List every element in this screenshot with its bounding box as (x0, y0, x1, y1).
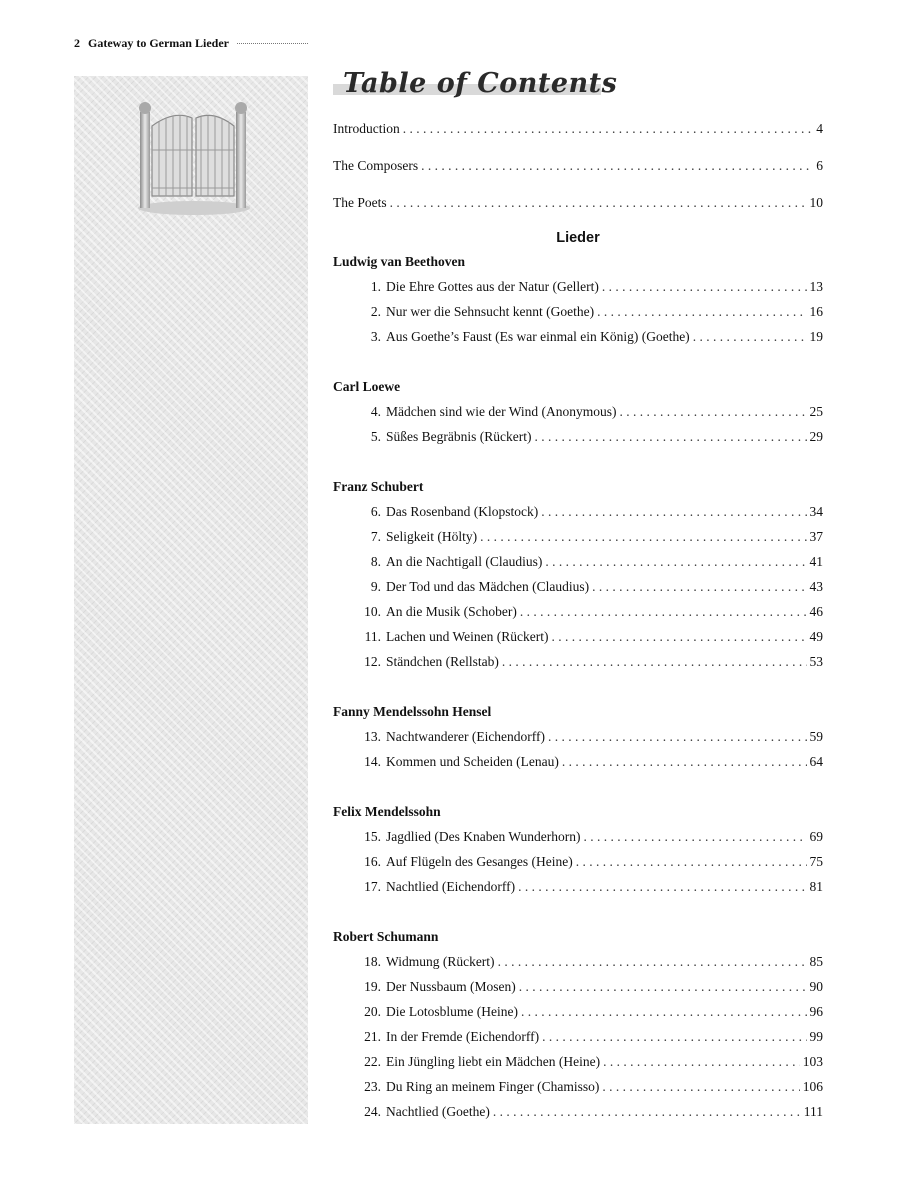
garden-gate-illustration (136, 98, 252, 216)
page-number: 99 (809, 1029, 823, 1044)
entry-title-text: Introduction (333, 121, 400, 136)
entry-title-text: Ständchen (Rellstab) (386, 654, 499, 669)
entry-title (357, 549, 542, 574)
entry-title (333, 190, 387, 215)
entry-title-text: Nur wer die Sehnsucht kennt (Goethe) (386, 304, 595, 319)
dot-leader (620, 399, 807, 424)
toc-entry[interactable] (333, 499, 823, 524)
dot-leader (548, 724, 806, 749)
entry-title-text: Die Ehre Gottes aus der Natur (Gellert) (386, 279, 599, 294)
entry-title (357, 749, 559, 774)
song-number: 21. (364, 1029, 381, 1044)
toc-entry[interactable] (333, 190, 823, 215)
dot-leader (584, 824, 807, 849)
entry-title (357, 574, 589, 599)
dot-leader (576, 849, 807, 874)
decorative-sidebar (74, 76, 308, 1124)
entry-title-text: An die Musik (Schober) (386, 604, 517, 619)
toc-entry[interactable] (333, 724, 823, 749)
toc-entry[interactable] (333, 599, 823, 624)
book-title: Gateway to German Lieder (88, 36, 229, 50)
entry-title (357, 274, 599, 299)
page-number: 13 (809, 279, 823, 294)
page-number: 29 (809, 429, 823, 444)
song-number: 24. (364, 1104, 381, 1119)
page-number: 49 (809, 629, 823, 644)
toc-title (333, 68, 618, 108)
composer-name: Felix Mendelssohn (333, 804, 441, 819)
page-number: 10 (809, 195, 823, 210)
toc-entry[interactable] (333, 999, 823, 1024)
composer-section (333, 699, 823, 774)
page-number: 64 (809, 754, 823, 769)
entry-title-text: Seligkeit (Hölty) (386, 529, 478, 544)
entry-title (333, 153, 418, 178)
page-number: 90 (809, 979, 823, 994)
entry-title (357, 649, 499, 674)
dot-leader (518, 874, 806, 899)
entry-title (357, 299, 594, 324)
front-matter-list (333, 116, 823, 215)
toc-entry[interactable] (333, 1049, 823, 1074)
dot-leader (545, 549, 806, 574)
entry-title (357, 999, 518, 1024)
dot-leader (519, 974, 807, 999)
toc-entry[interactable] (333, 299, 823, 324)
page-number: 85 (809, 954, 823, 969)
entry-title-text: Aus Goethe’s Faust (Es war einmal ein König) (Goethe) (386, 329, 690, 344)
toc-entry[interactable] (333, 949, 823, 974)
composer-section (333, 474, 823, 674)
dot-leader (390, 190, 807, 215)
entry-title-text: Ein Jüngling liebt ein Mädchen (Heine) (386, 1054, 601, 1069)
entry-title-text: Süßes Begräbnis (Rückert) (386, 429, 532, 444)
entry-title (357, 524, 477, 549)
composer-section (333, 249, 823, 349)
entry-title (357, 624, 548, 649)
toc-entry[interactable] (333, 749, 823, 774)
toc-entry[interactable] (333, 1099, 823, 1124)
song-number: 16. (364, 854, 381, 869)
dot-leader (520, 599, 807, 624)
running-head-rule (237, 43, 308, 44)
song-number: 14. (364, 754, 381, 769)
toc-entry[interactable] (333, 116, 823, 141)
page-number: 103 (802, 1054, 823, 1069)
dot-leader (493, 1099, 801, 1124)
entry-title (357, 424, 531, 449)
page-number: 46 (809, 604, 823, 619)
song-number: 23. (364, 1079, 381, 1094)
composer-name: Carl Loewe (333, 379, 401, 394)
entry-title (357, 1024, 539, 1049)
song-number: 18. (364, 954, 381, 969)
toc-entry[interactable] (333, 399, 823, 424)
song-number: 7. (370, 529, 381, 544)
page-number: 16 (809, 304, 823, 319)
toc-entry[interactable] (333, 849, 823, 874)
dot-leader (534, 424, 806, 449)
page-number: 53 (809, 654, 823, 669)
page-number: 96 (809, 1004, 823, 1019)
toc-entry[interactable] (333, 424, 823, 449)
dot-leader (551, 624, 806, 649)
song-number: 12. (364, 654, 381, 669)
toc-entry[interactable] (333, 1024, 823, 1049)
composer-name: Ludwig van Beethoven (333, 254, 466, 269)
composer-name: Fanny Mendelssohn Hensel (333, 704, 492, 719)
song-number: 4. (370, 404, 381, 419)
entry-title (357, 499, 538, 524)
entry-title-text: Lachen und Weinen (Rückert) (386, 629, 549, 644)
entry-title-text: The Poets (333, 195, 387, 210)
page-number: 59 (809, 729, 823, 744)
entry-title-text: The Composers (333, 158, 419, 173)
composer-name: Robert Schumann (333, 929, 439, 944)
song-number: 15. (364, 829, 381, 844)
page-number: 81 (809, 879, 823, 894)
page-number: 106 (802, 1079, 823, 1094)
toc-entry[interactable] (333, 1074, 823, 1099)
song-number: 17. (364, 879, 381, 894)
entry-title-text: Nachtlied (Eichendorff) (386, 879, 516, 894)
entry-title (357, 874, 515, 899)
toc-entry[interactable] (333, 153, 823, 178)
song-number: 5. (370, 429, 381, 444)
song-number: 2. (370, 304, 381, 319)
song-number: 19. (364, 979, 381, 994)
page-number: 34 (809, 504, 823, 519)
dot-leader (403, 116, 814, 141)
entry-title (357, 1049, 600, 1074)
page-number: 69 (809, 829, 823, 844)
entry-title-text: In der Fremde (Eichendorff) (386, 1029, 540, 1044)
dot-leader (521, 999, 807, 1024)
composer-name: Franz Schubert (333, 479, 424, 494)
toc-entry[interactable] (333, 974, 823, 999)
dot-leader (562, 749, 807, 774)
dot-leader (602, 1074, 799, 1099)
dot-leader (421, 153, 813, 178)
toc-entry[interactable] (333, 649, 823, 674)
entry-title-text: Mädchen sind wie der Wind (Anonymous) (386, 404, 617, 419)
entry-title (357, 949, 495, 974)
entry-title (357, 824, 581, 849)
page-number: 37 (809, 529, 823, 544)
entry-title (357, 599, 517, 624)
song-number: 3. (370, 329, 381, 344)
page-number: 2 (74, 36, 80, 50)
composer-section (333, 799, 823, 899)
entry-title (357, 724, 545, 749)
dot-leader (498, 949, 807, 974)
toc-entry[interactable] (333, 874, 823, 899)
page-number: 41 (809, 554, 823, 569)
dot-leader (541, 499, 806, 524)
song-number: 11. (364, 629, 381, 644)
entry-title-text: Nachtwanderer (Eichendorff) (386, 729, 546, 744)
entry-title-text: An die Nachtigall (Claudius) (386, 554, 543, 569)
page-number: 75 (809, 854, 823, 869)
entry-title (357, 399, 617, 424)
song-number: 10. (364, 604, 381, 619)
entry-title-text: Die Lotosblume (Heine) (386, 1004, 518, 1019)
entry-title-text: Widmung (Rückert) (386, 954, 495, 969)
entry-title (357, 1074, 599, 1099)
page-number: 25 (809, 404, 823, 419)
toc-entry[interactable] (333, 524, 823, 549)
dot-leader (603, 1049, 800, 1074)
song-number: 6. (370, 504, 381, 519)
page-title: Table of Contents (343, 68, 618, 99)
song-number: 8. (370, 554, 381, 569)
song-number: 1. (370, 279, 381, 294)
toc-entry[interactable] (333, 549, 823, 574)
dot-leader (502, 649, 807, 674)
page-number: 111 (803, 1104, 823, 1119)
entry-title (357, 324, 690, 349)
dot-leader (597, 299, 806, 324)
entry-title-text: Auf Flügeln des Gesanges (Heine) (386, 854, 573, 869)
song-number: 20. (364, 1004, 381, 1019)
entry-title-text: Nachtlied (Goethe) (386, 1104, 490, 1119)
entry-title (357, 974, 516, 999)
entry-title (357, 1099, 490, 1124)
toc-entry[interactable] (333, 324, 823, 349)
entry-title (357, 849, 573, 874)
entry-title-text: Jagdlied (Des Knaben Wunderhorn) (386, 829, 581, 844)
toc-entry[interactable] (333, 824, 823, 849)
table-of-contents (333, 116, 823, 1149)
composer-section (333, 374, 823, 449)
entry-title-text: Du Ring an meinem Finger (Chamisso) (386, 1079, 600, 1094)
song-number: 13. (364, 729, 381, 744)
dot-leader (602, 274, 807, 299)
running-head (74, 36, 308, 51)
entry-title-text: Der Nussbaum (Mosen) (386, 979, 516, 994)
composer-list (333, 249, 823, 1124)
page-number: 19 (809, 329, 823, 344)
entry-title-text: Der Tod und das Mädchen (Claudius) (386, 579, 590, 594)
dot-leader (480, 524, 806, 549)
page-number: 43 (809, 579, 823, 594)
dot-leader (693, 324, 807, 349)
entry-title-text: Kommen und Scheiden (Lenau) (386, 754, 559, 769)
lieder-heading: Lieder (556, 230, 600, 246)
page-number: 4 (816, 121, 823, 136)
toc-entry[interactable] (333, 274, 823, 299)
toc-entry[interactable] (333, 624, 823, 649)
song-number: 9. (370, 579, 381, 594)
dot-leader (592, 574, 806, 599)
entry-title-text: Das Rosenband (Klopstock) (386, 504, 539, 519)
song-number: 22. (364, 1054, 381, 1069)
entry-title (333, 116, 400, 141)
toc-entry[interactable] (333, 574, 823, 599)
dot-leader (542, 1024, 806, 1049)
composer-section (333, 924, 823, 1124)
page-number: 6 (816, 158, 823, 173)
